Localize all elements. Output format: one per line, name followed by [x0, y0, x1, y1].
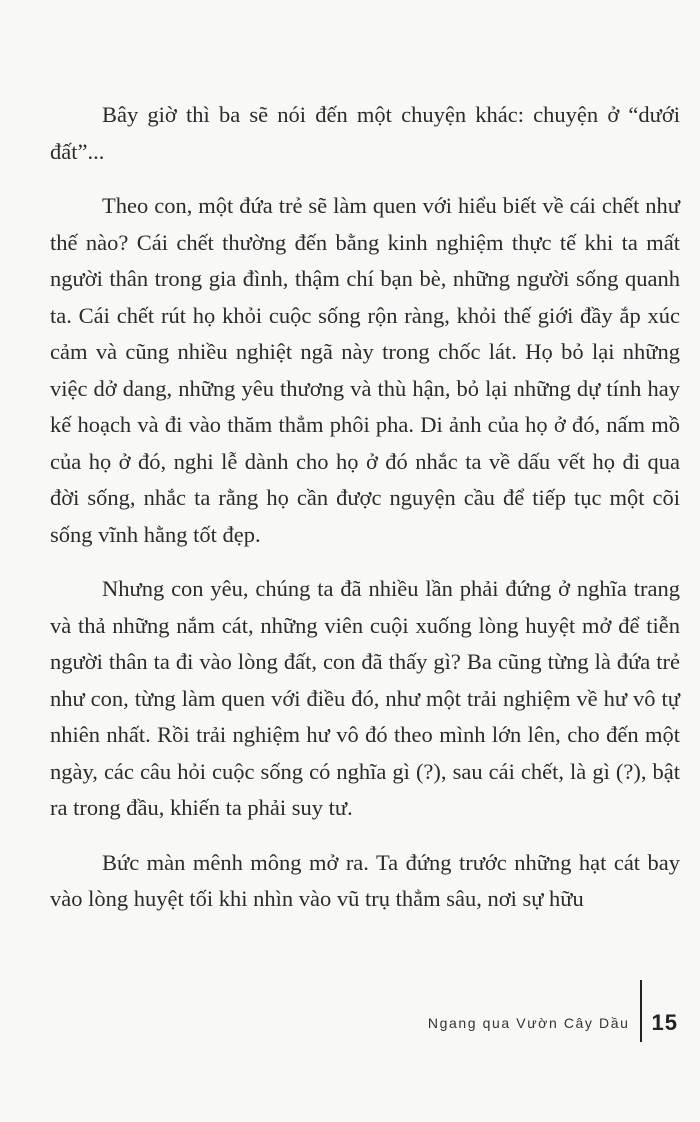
body-text: [50, 97, 680, 918]
paragraph-3: Nhưng con yêu, chúng ta đã nhiều lần phải đứng ở nghĩa trang và thả những nắm cát, những viên cuội xuống lòng huyệt mở để tiễn người thân ta đi vào lòng đất, con đã thấy gì? Ba cũng từng là đứa trẻ như con, từng làm quen với điều đó, như một trải nghiệm về hư vô tự nhiên nhất. Rồi trải nghiệm hư vô đó theo mình lớn lên, cho đến một ngày, các câu hỏi cuộc sống có nghĩa gì (?), sau cái chết, là gì (?), bật ra trong đầu, khiến ta phải suy tư.: [50, 576, 680, 820]
page-number: 15: [651, 1010, 678, 1035]
paragraph-4: Bức màn mênh mông mở ra. Ta đứng trước những hạt cát bay vào lòng huyệt tối khi nhìn vào vũ trụ thẳm sâu, nơi sự hữu: [50, 849, 680, 911]
page-footer: [428, 1004, 678, 1042]
running-title: Ngang qua Vườn Cây Dầu: [427, 1015, 630, 1031]
paragraph-1: Bây giờ thì ba sẽ nói đến một chuyện khác: chuyện ở “dưới đất”...: [50, 102, 680, 164]
paragraph-2: Theo con, một đứa trẻ sẽ làm quen với hiểu biết về cái chết như thế nào? Cái chết thường đến bằng kinh nghiệm thực tế khi ta mất người thân trong gia đình, thậm chí bạn bè, những người sống quanh ta. Cái chết rút họ khỏi cuộc sống rộn ràng, khỏi thế giới đầy ắp xúc cảm và cũng nhiều nghiệt ngã này trong chốc lát. Họ bỏ lại những việc dở dang, những yêu thương và thù hận, bỏ lại những dự tính hay kế hoạch và đi vào thăm thẳm phôi pha. Di ảnh của họ ở đó, nấm mồ của họ ở đó, nghi lễ dành cho họ ở đó nhắc ta về dấu vết họ đi qua đời sống, nhắc ta rằng họ cần được nguyện cầu để tiếp tục một cõi sống vĩnh hằng tốt đẹp.: [50, 193, 680, 547]
footer-divider: [640, 980, 642, 1042]
